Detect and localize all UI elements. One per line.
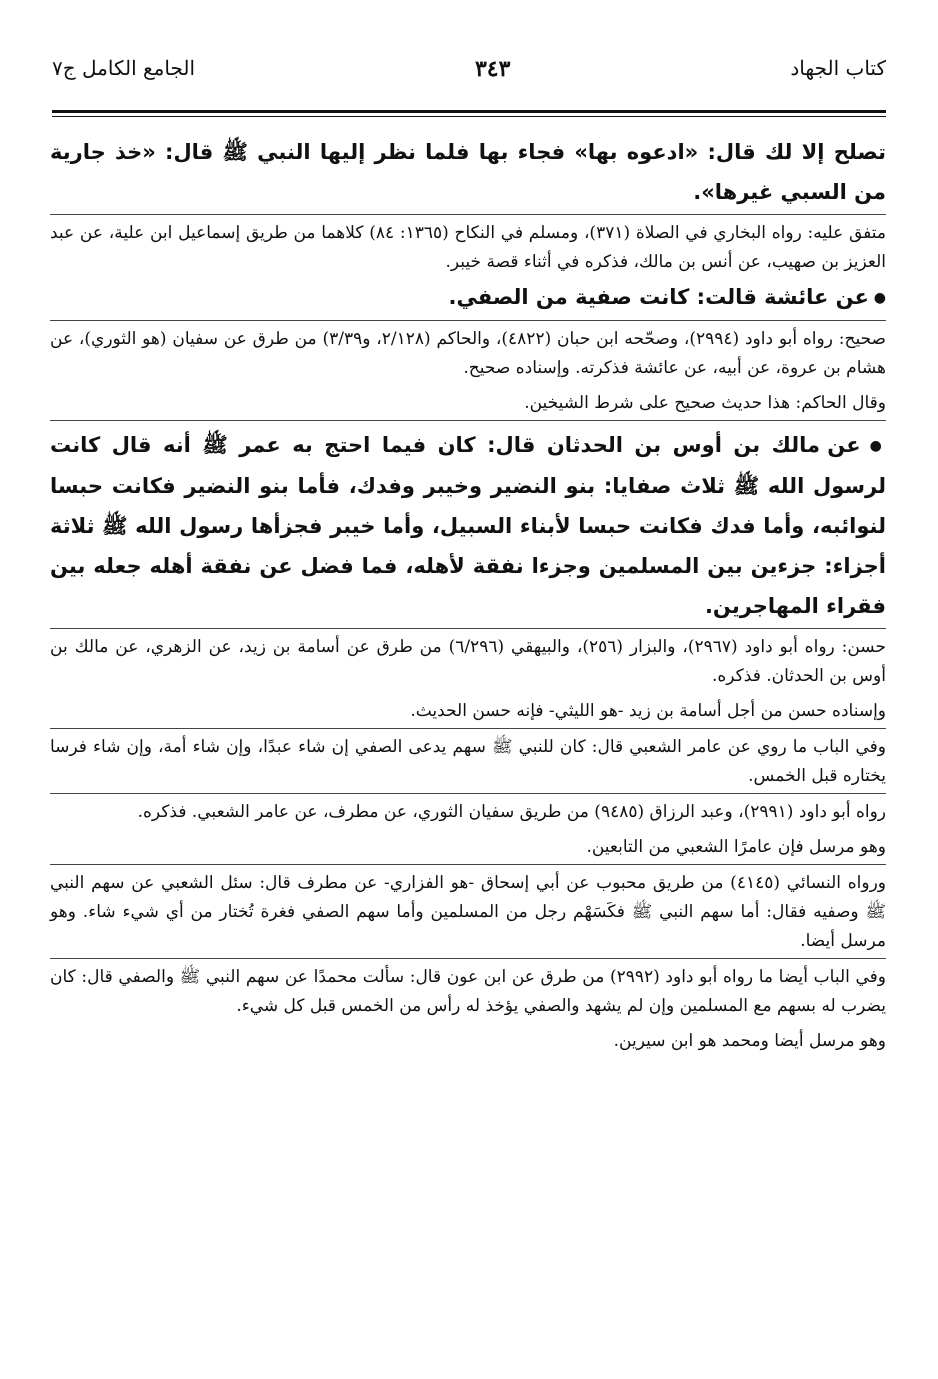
takhrij-note: وهو مرسل أيضا ومحمد هو ابن سيرين.: [613, 1031, 886, 1051]
page-number: ٣٤٣: [474, 56, 511, 82]
takhrij-note: وإسناده حسن من أجل أسامة بن زيد -هو الليثي- فإنه حسن الحديث.: [410, 701, 886, 721]
takhrij-note: صحيح: رواه أبو داود (٢٩٩٤)، وصحّحه ابن حبان (٤٨٢٢)، والحاكم (٢/١٢٨، و٣/٣٩) من طرق عن سفيان (هو الثوري)، عن هشام بن عروة، عن أبيه، عن عائشة فذكرته. وإسناده صحيح.: [50, 320, 886, 383]
takhrij-note: وفي الباب أيضا ما رواه أبو داود (٢٩٩٢) من طرق عن ابن عون قال: سألت محمدًا عن سهم النبي ﷺ والصفي قال: كان يضرب له بسهم مع المسلمين وإن لم يشهد والصفي يؤخذ له رأس من الخمس قبل كل شيء.: [50, 958, 886, 1021]
takhrij-note: ورواه النسائي (٤١٤٥) من طريق محبوب عن أبي إسحاق -هو الفزاري- عن مطرف قال: سئل الشعبي عن سهم النبي ﷺ وصفيه فقال: أما سهم النبي ﷺ فكَسَهْم رجل من المسلمين وأما سهم الصفي فغرة تُختار من أي شيء شاء. وهو مرسل أيضا.: [50, 864, 886, 956]
chapter-title: كتاب الجهاد: [790, 56, 886, 80]
takhrij-note: حسن: رواه أبو داود (٢٩٦٧)، والبزار (٢٥٦)، والبيهقي (٦/٢٩٦) من طرق عن أسامة بن زيد، عن الزهري، عن مالك بن أوس بن الحدثان. فذكره.: [50, 628, 886, 691]
header-rule: [52, 110, 886, 117]
page-header: [52, 56, 886, 114]
hadith-text: ● عن عائشة قالت: كانت صفية من الصفي.: [50, 277, 886, 318]
hadith-text: تصلح إلا لك قال: «ادعوه بها» فجاء بها فلما نظر إليها النبي ﷺ قال: «خذ جارية من السبي غيرها».: [50, 140, 886, 204]
book-title: الجامع الكامل ج٧: [52, 56, 196, 80]
page-body: [50, 132, 886, 1056]
hadith-text: ● عن مالك بن أوس بن الحدثان قال: كان فيما احتج به عمر ﷺ أنه قال كانت لرسول الله ﷺ ثلاث صفايا: بنو النضير وخيبر وفدك، فأما بنو النضير فكانت حبسا لنوائبه، وأما فدك فكانت حبسا لأبناء السبيل، وأما خيبر فجزأها رسول الله ﷺ ثلاثة أجزاء: جزءين بين المسلمين وجزءا نفقة لأهله، فما فضل عن نفقة أهله جعله بين فقراء المهاجرين.: [50, 420, 886, 626]
takhrij-note: متفق عليه: رواه البخاري في الصلاة (٣٧١)، ومسلم في النكاح (١٣٦٥: ٨٤) كلاهما من طريق إسماعيل ابن علية، عن عبد العزيز بن صهيب، عن أنس بن مالك، فذكره في أثناء قصة خيبر.: [50, 214, 886, 277]
takhrij-note: وقال الحاكم: هذا حديث صحيح على شرط الشيخين.: [524, 393, 886, 413]
takhrij-note: رواه أبو داود (٢٩٩١)، وعبد الرزاق (٩٤٨٥) من طريق سفيان الثوري، عن مطرف، عن عامر الشعبي. فذكره.: [50, 793, 886, 827]
takhrij-note: وهو مرسل فإن عامرًا الشعبي من التابعين.: [586, 837, 886, 857]
takhrij-note: وفي الباب ما روي عن عامر الشعبي قال: كان للنبي ﷺ سهم يدعى الصفي إن شاء عبدًا، وإن شاء أمة، وإن شاء فرسا يختاره قبل الخمس.: [50, 728, 886, 791]
